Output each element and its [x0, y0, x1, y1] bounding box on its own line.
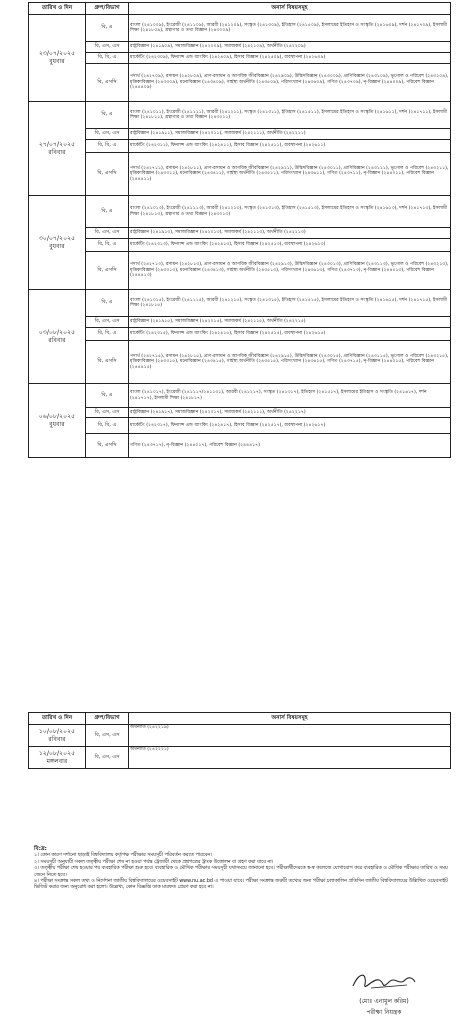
subjects-cell: বাংলা (২৪১০০৯), ইংরেজী (২৪১১০৯), আরবী (২৪১২০৯), সংস্কৃত (২৪১৩০৯), ইতিহাস (২৪১৫০৯), ইসলামের ইতিহাস ও সংস্কৃতি (২৪১৬০৯), দর্শন (২৪১৭০৯), ইসলামী শিক্ষা (২৪১৮০৯), গ্রন্থাগার ও তথ্য বিজ্ঞান (২৪৩০০৯): [129, 15, 451, 42]
notes-title: বি:দ্র:: [34, 846, 47, 852]
group-cell: বি, বি, এ: [86, 239, 129, 252]
group-cell: বি, এস, এস: [86, 228, 129, 239]
schedule-row: [29, 317, 451, 328]
exam-day: মঙ্গলবার: [46, 757, 68, 765]
group-cell: বি, বি, এ: [86, 53, 129, 64]
group-cell: বি, এ: [86, 384, 129, 408]
subjects-cell: পদার্থ (২৪২৭০৯), রসায়ন (২৪২৮০৯), প্রাণ-রসায়ন ও আণবিক জীববিজ্ঞান (২৪২৯০৯), উদ্ভিদবিজ্ঞান (২৪৩০০৯), প্রাণিবিজ্ঞান (২৪৩১০৯), ভূগোল ও পরিবেশ (২৪৩২০৯), মৃত্তিকাবিজ্ঞান (২৪৩৩০৯), মনোবিজ্ঞান (২৪৩৪০৯), গার্হস্থ্য অর্থনীতি (২৪৩৫০৯), পরিসংখ্যান (২৪৩৬০৯), গণিত (২৪৩৭০৯), নৃ-বিজ্ঞান (২৪৪০০৯), পরিবেশ বিজ্ঞান (২৪৪৪০৯): [129, 64, 451, 102]
group-cell: বি, বি, এ: [86, 418, 129, 434]
exam-date: ২৭/০৭/২০২৫: [38, 140, 76, 148]
group-cell: বি, এস, এস: [86, 42, 129, 53]
extra-schedule-body: [29, 725, 451, 769]
group-column-header: গ্রুপ/বিভাগ: [86, 713, 129, 725]
group-cell: বি, এসসি: [86, 252, 129, 290]
group-cell: বি, এস, এস: [86, 725, 129, 747]
group-cell: বি, এ: [86, 290, 129, 317]
group-cell: বি, এ: [86, 102, 129, 129]
note-item: ৪। পরীক্ষা সংক্রান্ত সকল তথ্য ও নির্দেশনা জাতীয় বিশ্ববিদ্যালয়ের ওয়েবসাইট www.nu.ac.bd এ পাওয়া যাবে। পরীক্ষা সংক্রান্ত জরুরী তথ্যের জন্য পরীক্ষা চলাকালিন প্রতিদিন জাতীয় বিশ্ববিদ্যালয়ের উল্লিখিত ওয়েবসাইট ভিজিট করার জন্য অনুরোধ করা হলো। উল্লেখ্য, কোন বিজ্ঞপ্তি ডাক মারফত প্রেরণ করা হবে না।: [34, 879, 448, 891]
schedule-body: [29, 15, 451, 458]
schedule-row: [29, 15, 451, 42]
schedule-row: [29, 140, 451, 153]
schedule-row: [29, 53, 451, 64]
group-cell: বি, এস, এস: [86, 747, 129, 769]
subjects-cell: মার্কেটিং (২৪২৩১১), ফিন্যান্স এন্ড ব্যাংকিং (২৪২৪১১), হিসাব বিজ্ঞান (২৪২৫১১), ব্যবস্থাপনা (২৪২৬১১): [129, 140, 451, 153]
exam-day: রবিবার: [48, 735, 66, 743]
note-item: ১। কোন কারণ দর্শানো ছাড়াই বিশ্ববিদ্যালয় কর্তৃপক্ষ পরীক্ষার সময়সূচী পরিবর্তন করতে পারবেন।: [34, 853, 212, 859]
group-cell: বি, বি, এ: [86, 140, 129, 153]
handwritten-signature-image: [349, 968, 419, 994]
exam-day: বুধবার: [49, 58, 65, 65]
signature-block: [318, 968, 450, 1018]
exam-date: ২৩/০৭/২০২৫: [38, 50, 76, 57]
subjects-cell: বাংলা (২৪১০১৩), ইংরেজী (২৪১১১৩), আরবী (২৪১২১৩), সংস্কৃত (২৪১৩১৩), ইতিহাস (২৪১৫১৩), ইসলামের ইতিহাস ও সংস্কৃতি (২৪১৬১৩), দর্শন (২৪১৭১৩), ইসলামী শিক্ষা (২৪১৮১৩), গ্রন্থাগার ও তথ্য বিজ্ঞান (২৪৩০১৩): [129, 196, 451, 228]
note-item: ২। সময়সূচী অনুযায়ী সকল তত্ত্বীয় পরীক্ষা শেষ না হওয়া পর্যন্ত ট্রেজারী থেকে প্রশ্নপত্রের ট্রাংক উত্তোলন বা গ্রহণ করা যাবে না।: [34, 859, 274, 865]
group-cell: বি, এসসি: [86, 341, 129, 384]
schedule-row: [29, 252, 451, 290]
subjects-cell: রাষ্ট্রবিজ্ঞান (২৪১৯১১), সমাজবিজ্ঞান (২৪২০১১), সমাজকর্ম (২৪২১১১), অর্থনীতি (২৪২২১১): [129, 129, 451, 140]
subjects-cell: রাষ্ট্রবিজ্ঞান (২৪১৯১৩), সমাজবিজ্ঞান (২৪২০১৩), সমাজকর্ম (২৪২১১৩), অর্থনীতি (২৪২২১৩): [129, 228, 451, 239]
group-cell: বি, এ: [86, 15, 129, 42]
exam-date-cell: [29, 15, 86, 102]
group-cell: বি, এসসি: [86, 434, 129, 458]
schedule-row: [29, 384, 451, 408]
schedule-row: [29, 64, 451, 102]
exam-date: ৩০/০৭/২০২৫: [38, 234, 76, 242]
subjects-cell: পদার্থ (২৪২৭১৩), রসায়ন (২৪২৮১৩), প্রাণ-রসায়ন ও আণবিক জীববিজ্ঞান (২৪২৯১৩), উদ্ভিদবিজ্ঞান (২৪৩০১৩), প্রাণিবিজ্ঞান (২৪৩১১৩), ভূগোল ও পরিবেশ (২৪৩২১৩), মৃত্তিকাবিজ্ঞান (২৪৩৩১৩), মনোবিজ্ঞান (২৪৩৪১৩), গার্হস্থ্য অর্থনীতি (২৪৩৫১৩), পরিসংখ্যান (২৪৩৬১৩), গণিত (২৪৩৭১৩), নৃ-বিজ্ঞান (২৪৪০১৩), পরিবেশ বিজ্ঞান (২৪৪৪১৩): [129, 252, 451, 290]
group-cell: বি, এসসি: [86, 64, 129, 102]
exam-date: ০৬/০৮/২০২৫: [38, 412, 76, 420]
exam-day: বুধবার: [49, 242, 65, 250]
extra-schedule-table: [28, 712, 451, 769]
table-header-row: [29, 713, 451, 725]
subjects-cell: পদার্থ (২৪২৭১১), রসায়ন (২৪২৮১১), প্রাণ-রসায়ন ও আণবিক জীববিজ্ঞান (২৪২৯১১), উদ্ভিদবিজ্ঞান (২৪৩০১১), প্রাণিবিজ্ঞান (২৪৩১১১), ভূগোল ও পরিবেশ (২৪৩২১১), মৃত্তিকাবিজ্ঞান (২৪৩৩১১), মনোবিজ্ঞান (২৪৩৪১১), গার্হস্থ্য অর্থনীতি (২৪৩৫১১), পরিসংখ্যান (২৪৩৬১১), গণিত (২৪৩৭১১), নৃ-বিজ্ঞান (২৪৪০১১), পরিবেশ বিজ্ঞান (২৪৪৪১১): [129, 153, 451, 196]
exam-date-cell: [29, 725, 86, 747]
date-column-header: তারিখ ও দিন: [29, 713, 86, 725]
subjects-cell: অর্থনীতি (২৪২২১৯): [129, 725, 451, 747]
schedule-row: [29, 408, 451, 418]
schedule-row: [29, 341, 451, 384]
schedule-row: [29, 418, 451, 434]
group-cell: বি, বি, এ: [86, 328, 129, 341]
subjects-cell: অর্থনীতি (২৪২২২১): [129, 747, 451, 769]
schedule-row: [29, 239, 451, 252]
subjects-column-header: অনার্স বিষয়সমূহ: [129, 713, 451, 725]
subjects-cell: বাংলা (২৪১০১৭), ইংরেজী (২৪১১১৭/২৪১১৩১), আরবী (২৪১২১৭), সংস্কৃত (২৪১৩১৭), ইতিহাস (২৪১৫১৭), ইসলামের ইতিহাস ও সংস্কৃতি (২৪১৬১৭), দর্শন (২৪১৭১৭), ইসলামী শিক্ষা (২৪১৮১৭): [129, 384, 451, 408]
extra-schedule-row: [29, 725, 451, 747]
schedule-row: [29, 328, 451, 341]
schedule-row: [29, 290, 451, 317]
subjects-cell: মার্কেটিং (২৪২৩১৭), ফিন্যান্স এন্ড ব্যাংকিং (২৪২৪১৭), হিসাব বিজ্ঞান (২৪২৫১৭), ব্যবস্থাপনা (২৪২৬১৭): [129, 418, 451, 434]
schedule-row: [29, 434, 451, 458]
schedule-row: [29, 196, 451, 228]
table-header-row: [29, 3, 451, 15]
subjects-cell: বাংলা (২৪১০১৫), ইংরেজী (২৪১১১৫), আরবী (২৪১২১৫), সংস্কৃত (২৪১৩১৫), ইতিহাস (২৪১৫১৫), ইসলামের ইতিহাস ও সংস্কৃতি (২৪১৬১৫), দর্শন (২৪১৭১৫), ইসলামী শিক্ষা (২৪১৮১৫): [129, 290, 451, 317]
subjects-column-header: অনার্স বিষয়সমূহ: [129, 3, 451, 15]
exam-date-cell: [29, 196, 86, 290]
exam-day: রবিবার: [48, 336, 66, 344]
note-item: ৩। তত্ত্বীয় পরীক্ষা শেষ হওয়ার পর ব্যবহারিক পরীক্ষা শুরু হবে। ব্যবহারিক ও মৌখিক পরীক্ষার সময়সূচী যথাসময়ে জানানো হবে। পরীক্ষার্থীদেরকে স্ব-স্ব কলেজে যোগাযোগ করে ব্যবহারিক ও মৌখিক পরীক্ষার তারিখ ও সময় জেনে নিতে হবে।: [34, 866, 448, 878]
exam-date-cell: [29, 290, 86, 384]
exam-day: বুধবার: [49, 420, 65, 428]
subjects-cell: পদার্থ (২৪২৭১৫), রসায়ন (২৪২৮১৫), প্রাণ-রসায়ন ও আণবিক জীববিজ্ঞান (২৪২৯১৫), উদ্ভিদবিজ্ঞান (২৪৩০১৫), প্রাণিবিজ্ঞান (২৪৩১১৫), ভূগোল ও পরিবেশ (২৪৩২১৫), মৃত্তিকাবিজ্ঞান (২৪৩৩১৫), মনোবিজ্ঞান (২৪৩৪১৫), গার্হস্থ্য অর্থনীতি (২৪৩৫১৫), পরিসংখ্যান (২৪৩৬১৫), গণিত (২৪৩৭১৫), নৃ-বিজ্ঞান (২৪৪০১৫), পরিবেশ বিজ্ঞান (২৪৪৪১৫): [129, 341, 451, 384]
date-column-header: তারিখ ও দিন: [29, 3, 86, 15]
group-column-header: গ্রুপ/বিভাগ: [86, 3, 129, 15]
subjects-cell: মার্কেটিং (২৪২৩১৩), ফিন্যান্স এন্ড ব্যাংকিং (২৪২৪১৩), হিসাব বিজ্ঞান (২৪২৫১৩), ব্যবস্থাপনা (২৪২৬১৩): [129, 239, 451, 252]
exam-date-cell: [29, 747, 86, 769]
schedule-row: [29, 129, 451, 140]
schedule-row: [29, 228, 451, 239]
subjects-cell: মার্কেটিং (২৪২৩১৫), ফিন্যান্স এন্ড ব্যাংকিং (২৪২৪১৫), হিসাব বিজ্ঞান (২৪২৫১৫), ব্যবস্থাপনা (২৪২৬১৫): [129, 328, 451, 341]
subjects-cell: গণিত (২৪৩৭১৭), নৃ-বিজ্ঞান (২৪৪০১৭), পরিবেশ বিজ্ঞান (২৪৪৪১৭): [129, 434, 451, 458]
extra-schedule-row: [29, 747, 451, 769]
signatory-name: (মোঃ এনামুল করিম): [359, 998, 409, 1005]
group-cell: বি, এসসি: [86, 153, 129, 196]
schedule-row: [29, 153, 451, 196]
exam-day: রবিবার: [48, 148, 66, 156]
schedule-row: [29, 102, 451, 129]
exam-date-cell: [29, 102, 86, 196]
exam-date: ১০/০৮/২০২৫: [38, 727, 76, 735]
signatory-title: পরীক্ষা নিয়ন্ত্রক: [366, 1009, 402, 1016]
subjects-cell: রাষ্ট্রবিজ্ঞান (২৪১৯০৯), সমাজবিজ্ঞান (২৪২০০৯), সমাজকর্ম (২৪২১০৯), অর্থনীতি (২৪২২০৯): [129, 42, 451, 53]
exam-date: ০৩/০৮/২০২৫: [38, 328, 76, 336]
notes-section: [34, 846, 450, 892]
group-cell: বি, এস, এস: [86, 129, 129, 140]
subjects-cell: মার্কেটিং (২৪২৩০৯), ফিন্যান্স এন্ড ব্যাংকিং (২৪২৪০৯), হিসাব বিজ্ঞান (২৪২৫০৯), ব্যবস্থাপনা (২৪২৬০৯): [129, 53, 451, 64]
schedule-row: [29, 42, 451, 53]
subjects-cell: রাষ্ট্রবিজ্ঞান (২৪১৯১৭), সমাজবিজ্ঞান (২৪২০১৭), সমাজকর্ম (২৪২১১১), অর্থনীতি (২৪২২১৭): [129, 408, 451, 418]
exam-date-cell: [29, 384, 86, 458]
subjects-cell: বাংলা (২৪১০১১), ইংরেজী (২৪১১১১), আরবী (২৪১২১১), সংস্কৃত (২৪১৩১১), ইতিহাস (২৪১৫১১), ইসলামের ইতিহাস ও সংস্কৃতি (২৪১৬১১), দর্শন (২৪১৭১১), ইসলামী শিক্ষা (২৪১৮১১), গ্রন্থাগার ও তথ্য বিজ্ঞান (২৪৩০১১): [129, 102, 451, 129]
group-cell: বি, এস, এস: [86, 408, 129, 418]
subjects-cell: রাষ্ট্রবিজ্ঞান (২৪১৯১৫), সমাজবিজ্ঞান (২৪২০১৫), সমাজকর্ম (২৪২১১৫), অর্থনীতি (২৪২২১৫): [129, 317, 451, 328]
exam-date: ১২/০৮/২০২৫: [38, 749, 76, 757]
group-cell: বি, এ: [86, 196, 129, 228]
exam-schedule-table: [28, 2, 451, 458]
group-cell: বি, এস, এস: [86, 317, 129, 328]
